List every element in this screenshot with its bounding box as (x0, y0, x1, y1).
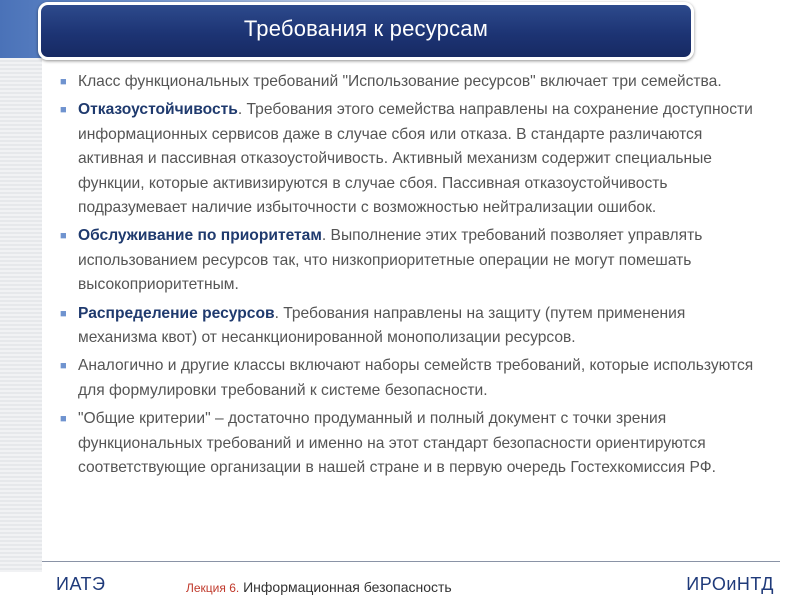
bullet-text: "Общие критерии" – достаточно продуманный и полный документ с точки зрения функциональных требований и именно на этот стандарт безопасности ориентируются соответствующие организации в нашей стране и в первую очередь Гостехкомиссия РФ. (78, 410, 716, 477)
square-bullet-icon: ■ (60, 230, 67, 243)
footer-department: ИРОиНТД (686, 574, 774, 594)
bullet-text: . Выполнение этих требований позволяет управлять использованием ресурсов так, что низкоприоритетные операции не могут помешать высокоприоритетным. (78, 227, 703, 294)
square-bullet-icon: ■ (60, 360, 67, 373)
title-bar (38, 2, 694, 60)
lecture-number: Лекция 6. (186, 581, 240, 595)
bullet-text: . Требования этого семейства направлены на сохранение доступности информационных сервисов даже в случае сбоя или отказа. В стандарте различаются активная и пассивная отказоустойчивость. Активный механизм содержит специальные функции, которые активизируются в случае сбоя. Пассивная отказоустойчивость подразумевает наличие избыточности с возможностью нейтрализации ошибок. (78, 101, 753, 217)
bullet-text: . Требования направлены на защиту (путем применения механизма квот) от несанкционированной монополизации ресурсов. (78, 304, 686, 347)
slide-content (58, 70, 758, 485)
bullet-item (58, 302, 758, 351)
footer-institution: ИАТЭ (56, 574, 106, 594)
left-decorative-stripe (0, 58, 42, 572)
square-bullet-icon: ■ (60, 413, 67, 426)
footer-divider (42, 561, 780, 562)
bullet-item (58, 354, 758, 403)
square-bullet-icon: ■ (60, 104, 67, 117)
footer-lecture-info (186, 579, 452, 595)
bullet-lead: Отказоустойчивость (78, 101, 238, 119)
bullet-item (58, 70, 758, 94)
slide-title: Требования к ресурсам (243, 16, 489, 41)
bullet-lead: Распределение ресурсов (78, 304, 275, 322)
bullet-item (58, 224, 758, 297)
bullet-text: Класс функциональных требований "Использование ресурсов" включает три семейства. (78, 73, 722, 90)
bullet-item (58, 407, 758, 480)
bullet-item (58, 98, 758, 220)
bullet-text: Аналогично и другие классы включают наборы семейств требований, которые используются для формулировки требований к системе безопасности. (78, 357, 754, 399)
square-bullet-icon: ■ (60, 307, 67, 320)
bullet-lead: Обслуживание по приоритетам (78, 227, 322, 245)
lecture-topic: Информационная безопасность (239, 579, 452, 595)
square-bullet-icon: ■ (60, 76, 67, 88)
